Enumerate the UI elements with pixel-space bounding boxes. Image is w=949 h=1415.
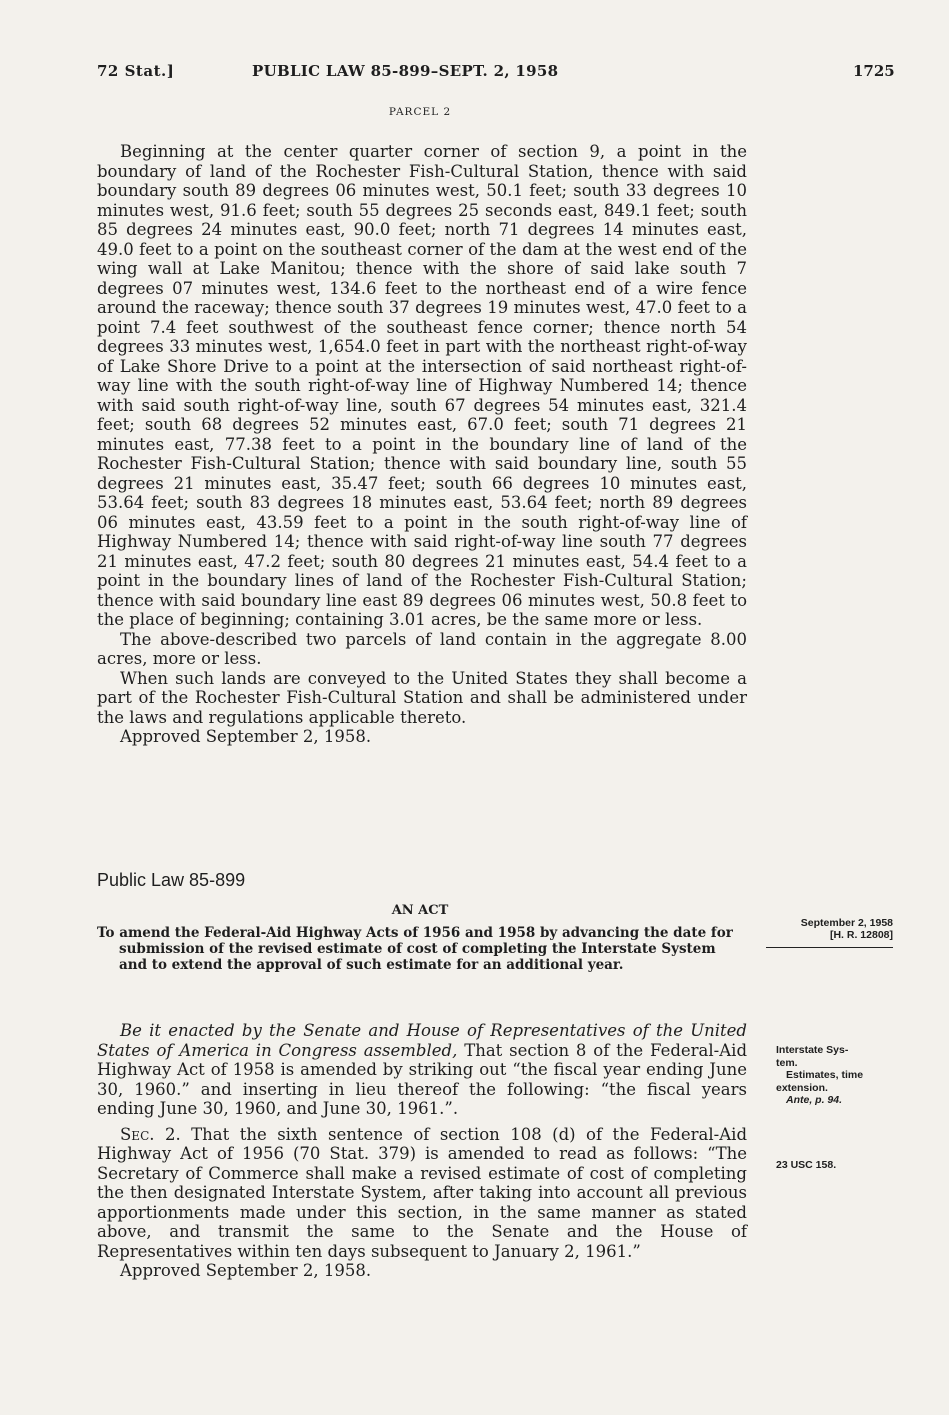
parcel-paragraph-1: Beginning at the center quarter corner of section 9, a point in the boundary of land of the Rochester Fish-Cultural Station, thence with said boundary south 89 degrees 06 minutes west, 50.1 feet; south 33 degrees 10 minutes west, 91.6 feet; south 55 degrees 25 seconds east, 849.1 feet; south 85 degrees 24 minutes east, 90.0 feet; north 71 degrees 14 minutes east, 49.0 feet to a point on the southeast corner of the dam at the west end of the wing wall at Lake Manitou; thence with the shore of said lake south 7 degrees 07 minutes west, 134.6 feet to the northeast end of a wire fence around the raceway; thence south 37 degrees 19 minutes west, 47.0 feet to a point 7.4 feet southwest of the southeast fence corner; thence north 54 degrees 33 minutes west, 1,654.0 feet in part with the northeast right-of-way of Lake Shore Drive to a point at the intersection of said northeast right-of-way line with the south right-of-way line of Highway Numbered 14; thence with said south right-of-way line, south 67 degrees 54 minutes east, 321.4 feet; south 68 degrees 52 minutes east, 67.0 feet; south 71 degrees 21 minutes east, 77.38 feet to a point in the boundary line of land of the Rochester Fish-Cultural Station; thence with said boundary line, south 55 degrees 21 minutes east, 35.47 feet; south 66 degrees 10 minutes east, 53.64 feet; south 83 degrees 18 minutes east, 53.64 feet; north 89 degrees 06 minutes east, 43.59 feet to a point in the south right-of-way line of Highway Numbered 14; thence with said right-of-way line south 77 degrees 21 minutes east, 47.2 feet; south 80 degrees 21 minutes east, 54.4 feet to a point in the boundary lines of land of the Rochester Fish-Cultural Station; thence with said boundary line east 89 degrees 06 minutes west, 50.8 feet to the place of beginning; containing 3.01 acres, be the same more or less. bbox=[97, 142, 747, 629]
parcel-description bbox=[97, 142, 747, 747]
page-number: 1725 bbox=[853, 62, 895, 80]
margin-note-line: Estimates, time bbox=[786, 1069, 864, 1081]
approval-line-1: Approved September 2, 1958. bbox=[120, 727, 372, 746]
parcel-paragraph-2: The above-described two parcels of land contain in the aggregate 8.00 acres, more or less. bbox=[97, 629, 747, 668]
approval-line-2: Approved September 2, 1958. bbox=[120, 1261, 372, 1280]
margin-bill-number: [H. R. 12808] bbox=[829, 929, 893, 941]
section-2-label: Sec. 2. bbox=[120, 1124, 181, 1144]
act-heading: AN ACT bbox=[391, 903, 449, 918]
section-1-text: That section 8 of the Federal-Aid Highway Act of 1958 is amended by striking out “the fiscal year ending June 30, 1960.” and inserting in lieu thereof the following: “the fiscal years ending June 30, 1960, and June 30, 1961.”. bbox=[97, 1040, 748, 1118]
margin-note-usc: 23 USC 158. bbox=[776, 1159, 837, 1171]
enacting-clause: Be it enacted by the Senate and House of Representatives of the United States of America in Congress assembled, bbox=[97, 1021, 747, 1060]
margin-note-line: extension. bbox=[776, 1081, 828, 1094]
margin-date bbox=[757, 917, 893, 941]
parcel-paragraph-3: When such lands are conveyed to the United States they shall become a part of the Rochester Fish-Cultural Station and shall be administered under the laws and regulations applicable thereto. bbox=[97, 668, 747, 727]
margin-divider bbox=[766, 947, 893, 948]
header-statute-ref: 72 Stat.] bbox=[97, 62, 175, 80]
law-title: Public Law 85-899 bbox=[97, 870, 246, 890]
act-purpose-text: To amend the Federal-Aid Highway Acts of 1956 and 1958 by advancing the date for submission of the revised estimate of cost of completing the Interstate System and to extend the approval of such estimate for an additional year. bbox=[97, 925, 733, 973]
act-purpose bbox=[97, 925, 747, 973]
act-body bbox=[97, 1021, 747, 1281]
margin-date-line: September 2, 1958 bbox=[800, 917, 893, 929]
margin-note-line: tem. bbox=[776, 1056, 798, 1069]
margin-note-line: Interstate Sys- bbox=[776, 1044, 849, 1056]
margin-note-line: Ante, p. 94. bbox=[786, 1094, 843, 1106]
section-1 bbox=[97, 1021, 747, 1119]
section-2-text: That the sixth sentence of section 108 (d) of the Federal-Aid Highway Act of 1956 (70 Stat. 379) is amended to read as follows: “The Secretary of Commerce shall make a revised estimate of cost of completing the then designated Interstate System, after taking into account all previous apportionments made under this section, in the same manner as stated above, and transmit the same to the Senate and the House of Representatives within ten days subsequent to January 2, 1961.” bbox=[97, 1124, 748, 1261]
header-title: PUBLIC LAW 85-899–SEPT. 2, 1958 bbox=[252, 62, 559, 80]
margin-note-interstate bbox=[776, 1044, 906, 1107]
parcel-heading: PARCEL 2 bbox=[388, 106, 452, 118]
section-2 bbox=[97, 1125, 747, 1262]
